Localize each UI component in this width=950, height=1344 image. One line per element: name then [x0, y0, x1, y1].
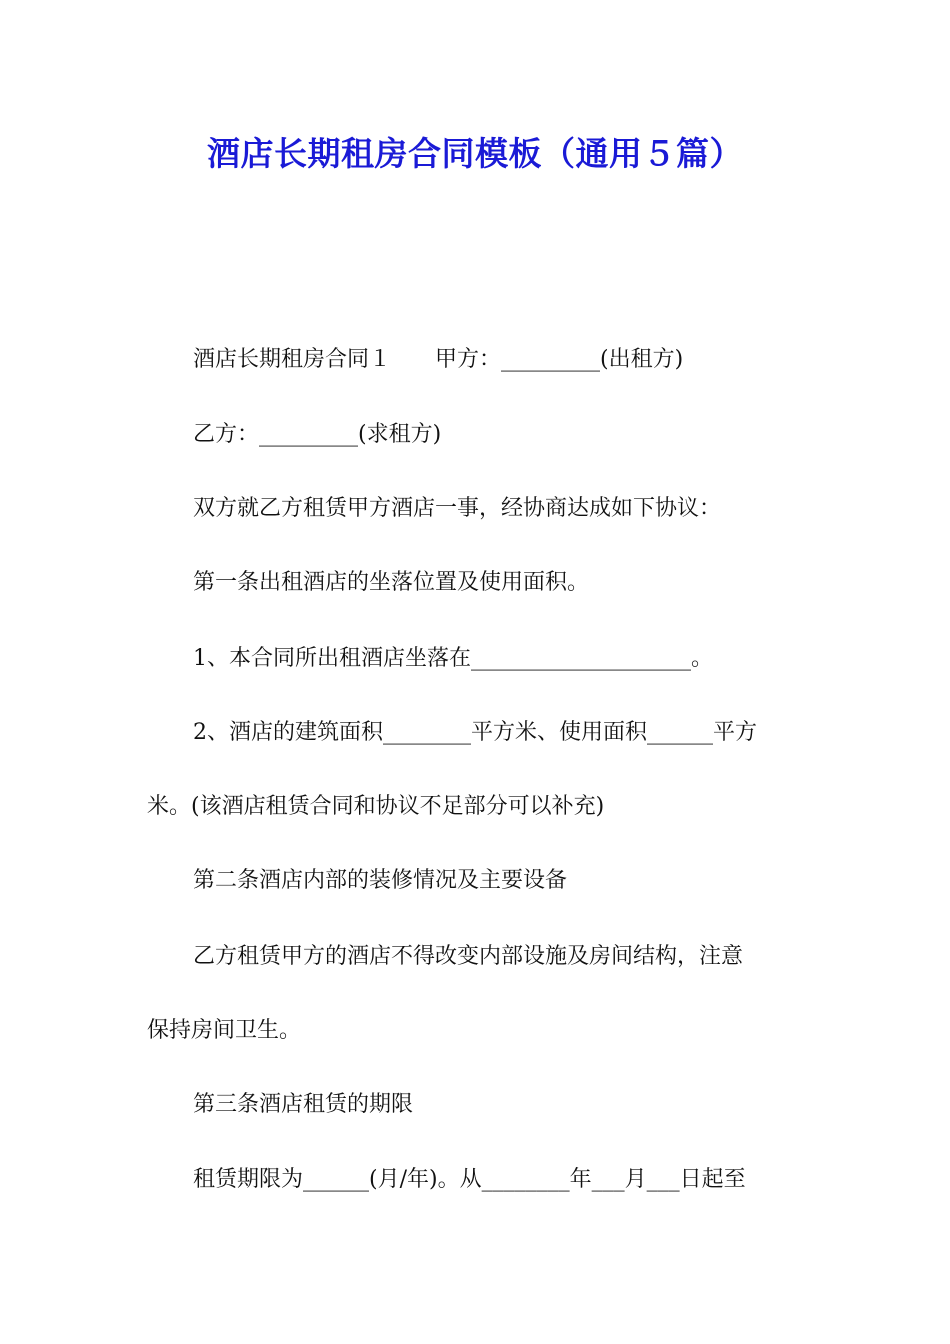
heading-article-three: 第三条酒店租赁的期限 — [193, 1092, 414, 1117]
heading-article-one: 第一条出租酒店的坐落位置及使用面积。 — [193, 570, 590, 595]
paragraph-location: 1、本合同所出租酒店坐落在____________________。 — [193, 646, 713, 671]
paragraph-area-line1: 2、酒店的建筑面积________平方米、使用面积______平方 — [193, 720, 757, 745]
paragraph-decoration-line2: 保持房间卫生。 — [147, 1018, 302, 1043]
paragraph-party-lessee: 乙方：_________(求租方) — [193, 422, 442, 447]
paragraph-decoration-line1: 乙方租赁甲方的酒店不得改变内部设施及房间结构，注意 — [193, 944, 744, 969]
document-title: 酒店长期租房合同模板（通用５篇） — [207, 134, 743, 173]
heading-article-two: 第二条酒店内部的装修情况及主要设备 — [193, 868, 568, 893]
paragraph-parties-lessor: 酒店长期租房合同１ 甲方：_________(出租方) — [193, 347, 684, 372]
paragraph-agreement-intro: 双方就乙方租赁甲方酒店一事，经协商达成如下协议： — [193, 496, 722, 521]
paragraph-lease-term: 租赁期限为______(月/年)。从________年___月___日起至 — [193, 1167, 746, 1192]
paragraph-area-line2: 米。(该酒店租赁合同和协议不足部分可以补充) — [147, 794, 605, 819]
